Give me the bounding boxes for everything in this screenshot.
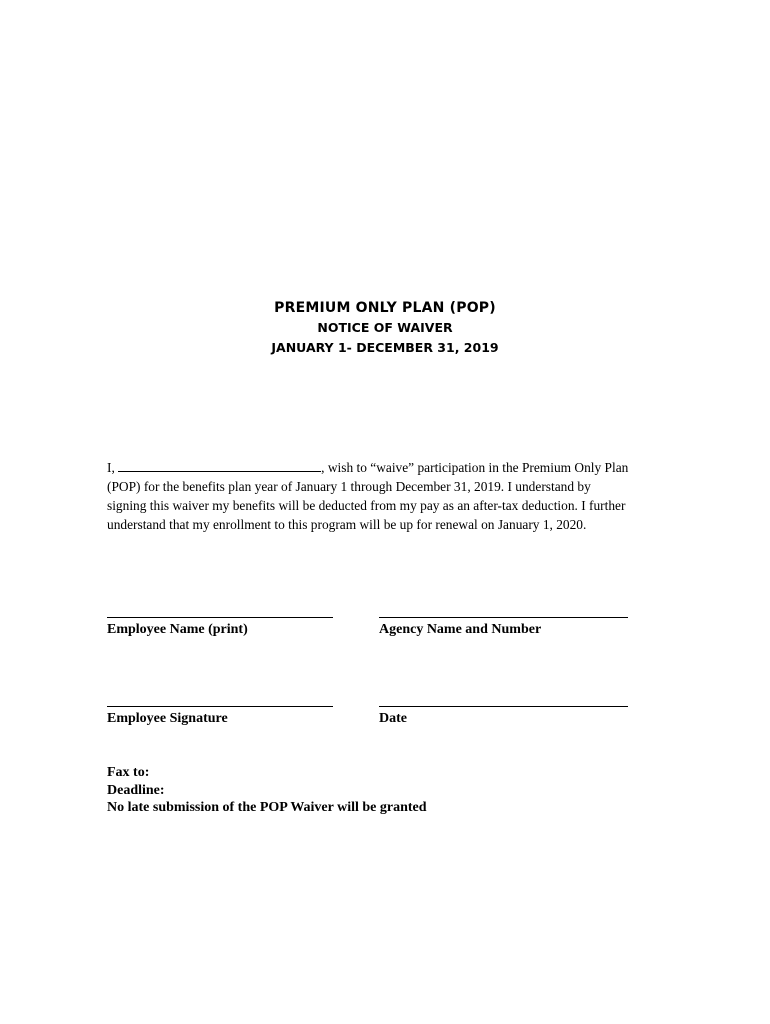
statement-prefix: I,: [107, 460, 119, 475]
date-line[interactable]: [379, 706, 628, 707]
document-header: [0, 298, 770, 358]
name-blank-field[interactable]: [118, 459, 321, 472]
plan-period: JANUARY 1- DECEMBER 31, 2019: [271, 340, 499, 355]
fax-label: Fax to:: [107, 765, 150, 780]
employee-signature-label: Employee Signature: [107, 711, 228, 726]
date-label: Date: [379, 711, 407, 726]
deadline-label: Deadline:: [107, 782, 165, 798]
employee-name-line[interactable]: [107, 617, 333, 618]
document-subtitle: NOTICE OF WAIVER: [317, 320, 453, 335]
statement-line-3: signing this waiver my benefits will be deducted from my pay as an after-tax deduction. I further: [107, 498, 626, 513]
agency-label: Agency Name and Number: [379, 622, 542, 637]
employee-name-label: Employee Name (print): [107, 622, 248, 637]
statement-line-4: understand that my enrollment to this program will be up for renewal on January 1, 2020.: [107, 517, 587, 532]
submission-info: [107, 764, 427, 817]
statement-line-1: [107, 458, 707, 477]
document-title: PREMIUM ONLY PLAN (POP): [274, 300, 496, 316]
late-submission-notice: No late submission of the POP Waiver will be granted: [107, 800, 427, 815]
statement-line-2: (POP) for the benefits plan year of January 1 through December 31, 2019. I understand by: [107, 479, 591, 494]
employee-signature-line[interactable]: [107, 706, 333, 707]
waiver-statement: [107, 458, 707, 534]
statement-line-1-text: , wish to “waive” participation in the Premium Only Plan: [321, 460, 629, 475]
agency-line[interactable]: [379, 617, 628, 618]
